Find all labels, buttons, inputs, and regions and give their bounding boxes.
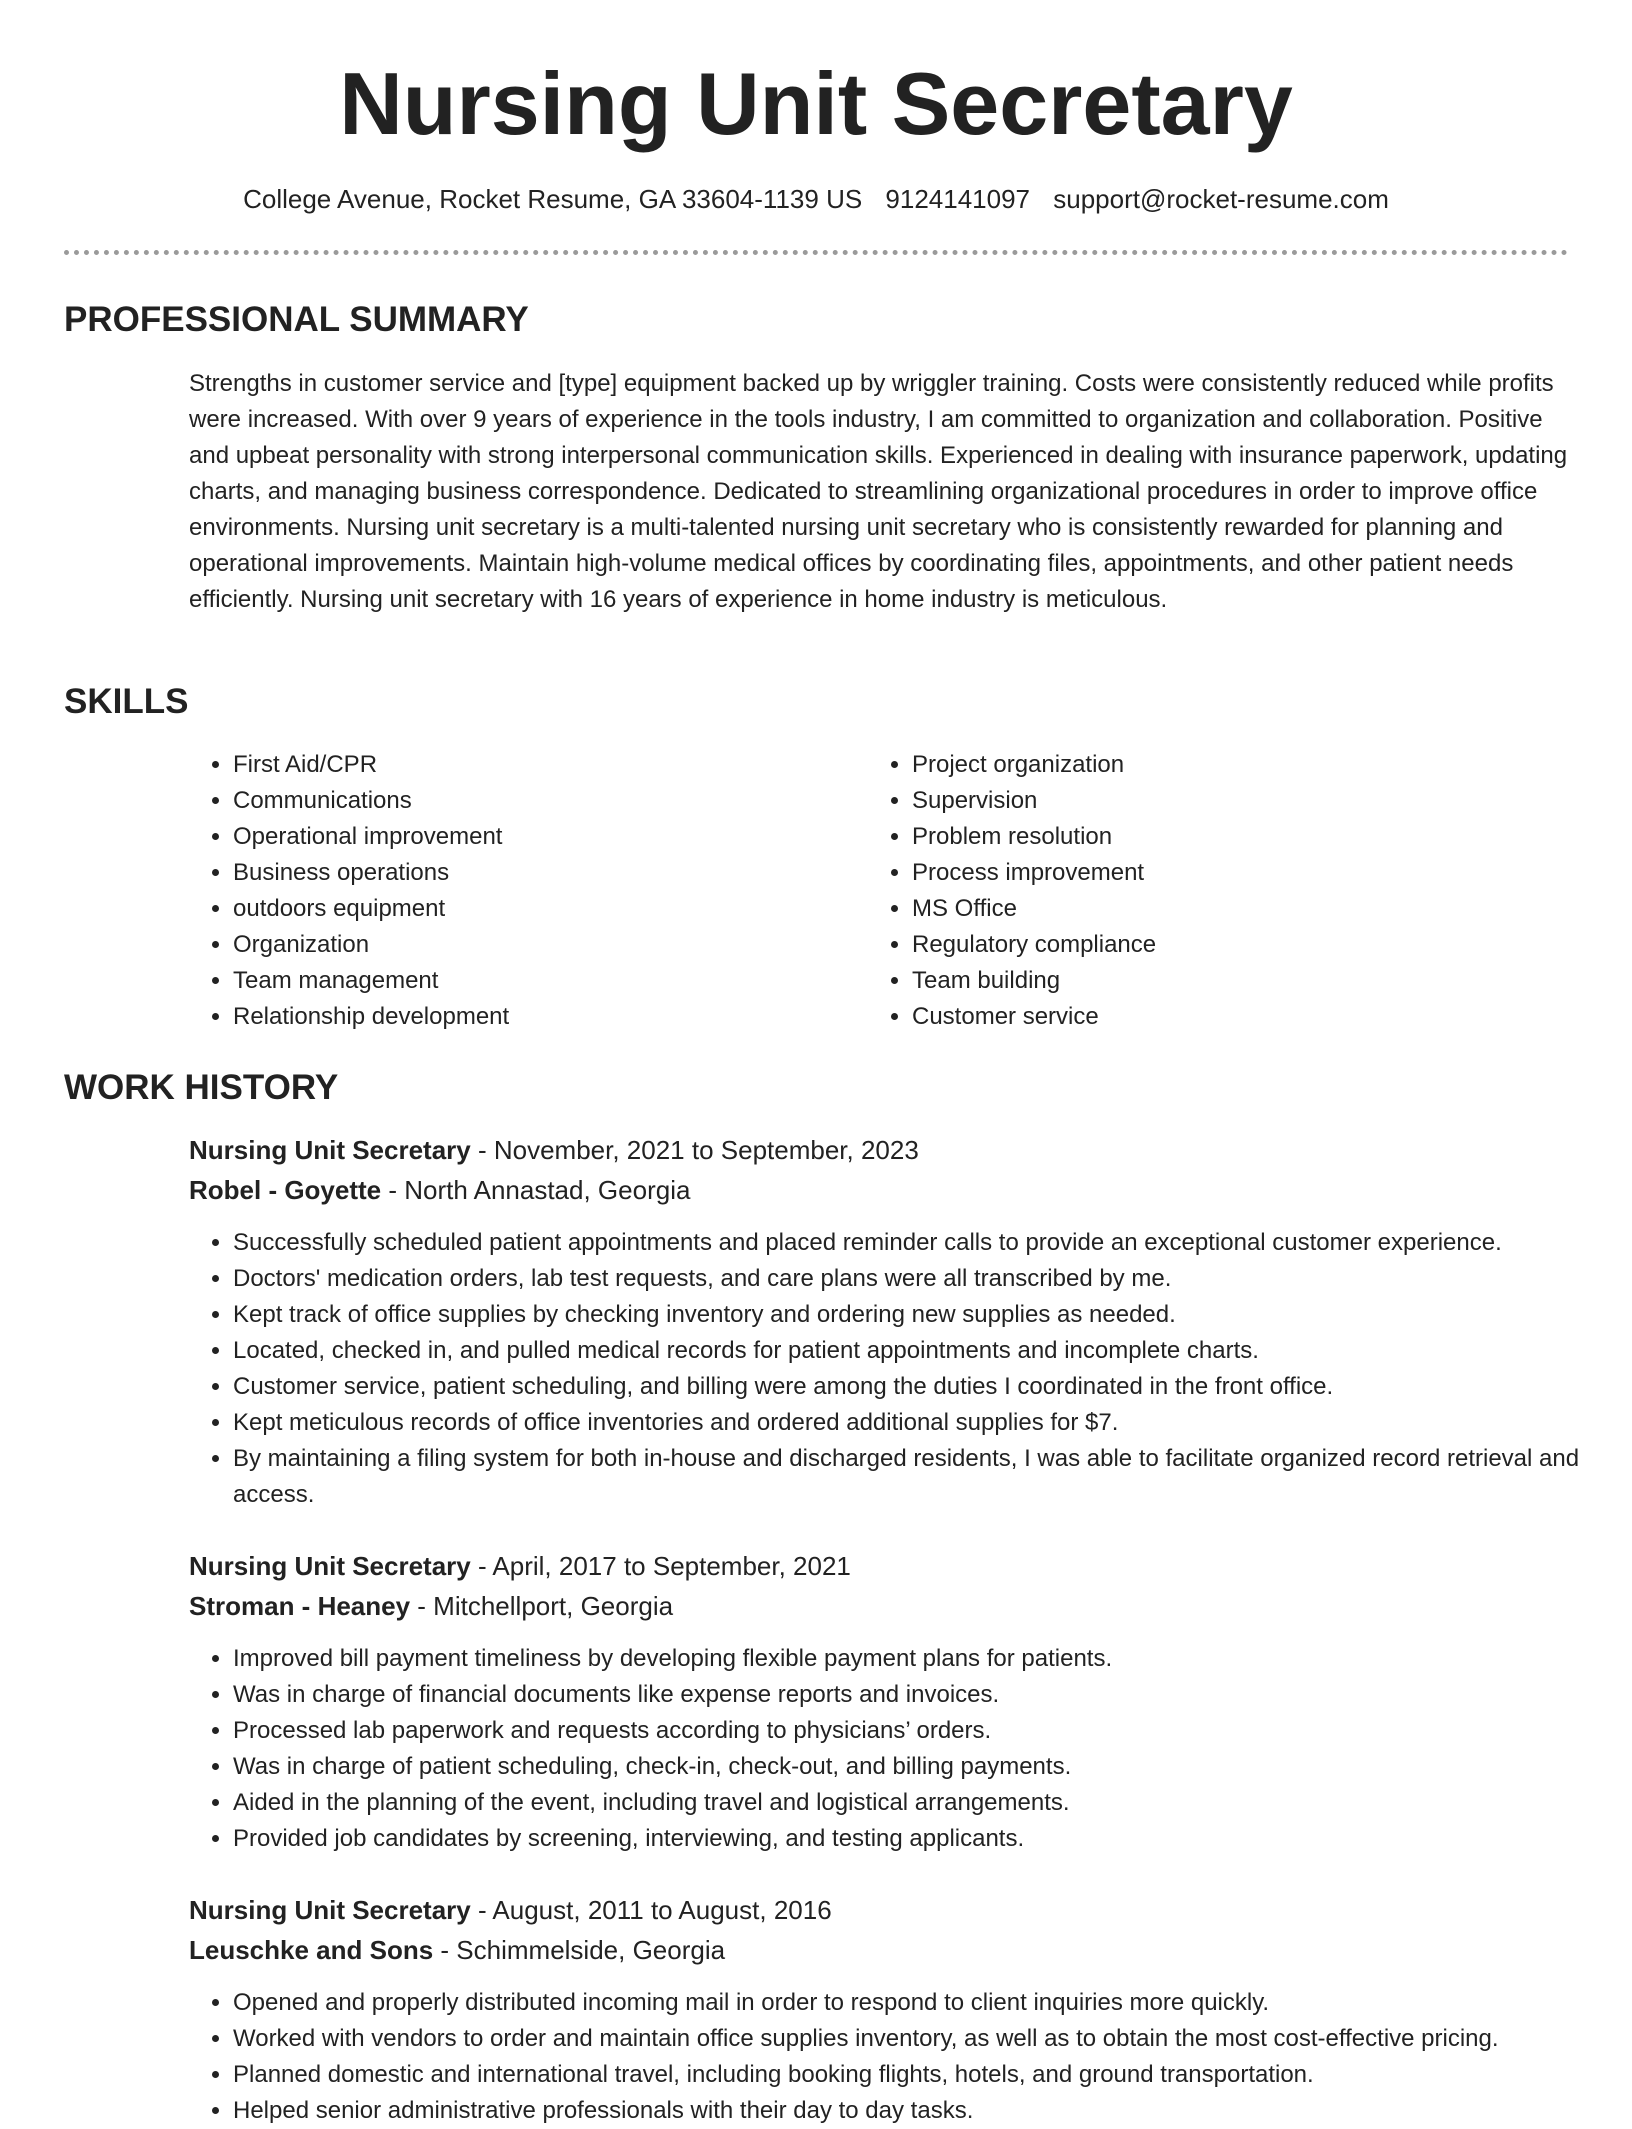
contact-line [0, 182, 1632, 216]
skill-item: • Relationship development [233, 999, 793, 1035]
job-dates: - November, 2021 to September, 2023 [470, 1135, 919, 1165]
job-bullets [189, 1225, 1632, 1513]
job-dates: - August, 2011 to August, 2016 [470, 1895, 832, 1925]
skill-item: • outdoors equipment [233, 891, 793, 927]
job-bullet: • Was in charge of patient scheduling, check-in, check-out, and billing payments. [233, 1749, 1632, 1785]
skill-item: • Organization [233, 927, 793, 963]
job-bullets [189, 1985, 1632, 2129]
job-bullet: • Provided job candidates by screening, interviewing, and testing applicants. [233, 1821, 1632, 1857]
job-bullet: • Kept track of office supplies by checking inventory and ordering new supplies as needed. [233, 1297, 1632, 1333]
job-bullet: • Customer service, patient scheduling, and billing were among the duties I coordinated in the front office. [233, 1369, 1632, 1405]
job-location: - North Annastad, Georgia [381, 1175, 691, 1205]
skill-item: • Communications [233, 783, 793, 819]
job-title: Nursing Unit Secretary [189, 1551, 471, 1581]
job-bullet: • Processed lab paperwork and requests according to physicians’ orders. [233, 1713, 1632, 1749]
job-bullet: • Helped senior administrative professionals with their day to day tasks. [233, 2093, 1632, 2129]
resume-name: Nursing Unit Secretary [339, 54, 1293, 153]
job-bullet: • Improved bill payment timeliness by developing flexible payment plans for patients. [233, 1641, 1632, 1677]
skill-item: • Team management [233, 963, 793, 999]
job-title-line [189, 1132, 919, 1168]
job-dates: - April, 2017 to September, 2021 [470, 1551, 851, 1581]
job-company-line [189, 1172, 690, 1208]
contact-address: College Avenue, Rocket Resume, GA 33604-1139 US [243, 184, 863, 214]
skill-item: • Process improvement [912, 855, 1512, 891]
job-company: Stroman - Heaney [189, 1591, 411, 1621]
job-bullets [189, 1641, 1632, 1857]
job-bullet: • Was in charge of financial documents like expense reports and invoices. [233, 1677, 1632, 1713]
skill-item: • Customer service [912, 999, 1512, 1035]
skill-item: • Team building [912, 963, 1512, 999]
skill-item: • Regulatory compliance [912, 927, 1512, 963]
skill-item: • MS Office [912, 891, 1512, 927]
job-company-line [189, 1932, 725, 1968]
job-company-line [189, 1588, 673, 1624]
skill-item: • Project organization [912, 747, 1512, 783]
job-location: - Schimmelside, Georgia [433, 1935, 726, 1965]
skill-item: • First Aid/CPR [233, 747, 793, 783]
job-bullet: • Planned domestic and international travel, including booking flights, hotels, and ground transportation. [233, 2057, 1632, 2093]
job-bullet: • Kept meticulous records of office inventories and ordered additional supplies for $7. [233, 1405, 1632, 1441]
summary-text: Strengths in customer service and [type] equipment backed up by wriggler training. Costs were consistently reduced while profits were increased. With over 9 years of experience in the tools industry, I am committed to organization and collaboration. Positive and upbeat personality with strong interpersonal communication skills. Experienced in dealing with insurance paperwork, updating charts, and managing business correspondence. Dedicated to streamlining organizational procedures in order to improve office environments. Nursing unit secretary is a multi-talented nursing unit secretary who is consistently rewarded for planning and operational improvements. Maintain high-volume medical offices by coordinating files, appointments, and other patient needs efficiently. Nursing unit secretary with 16 years of experience in home industry is meticulous. [189, 370, 1568, 613]
header-divider [64, 250, 1568, 255]
job-bullet: • Doctors' medication orders, lab test requests, and care plans were all transcribed by me. [233, 1261, 1632, 1297]
job-location: - Mitchellport, Georgia [410, 1591, 674, 1621]
job-company: Leuschke and Sons [189, 1935, 434, 1965]
skills-heading: SKILLS [64, 682, 189, 721]
job-title-line [189, 1548, 851, 1584]
job-title: Nursing Unit Secretary [189, 1895, 471, 1925]
job-bullet: • Opened and properly distributed incoming mail in order to respond to client inquiries more quickly. [233, 1985, 1632, 2021]
job-bullet: • Located, checked in, and pulled medical records for patient appointments and incomplete charts. [233, 1333, 1632, 1369]
contact-phone: 9124141097 [885, 184, 1031, 214]
contact-email: support@rocket-resume.com [1053, 184, 1389, 214]
skill-item: • Supervision [912, 783, 1512, 819]
skill-item: • Operational improvement [233, 819, 793, 855]
skill-item: • Business operations [233, 855, 793, 891]
job-bullet: • Aided in the planning of the event, including travel and logistical arrangements. [233, 1785, 1632, 1821]
job-title-line [189, 1892, 832, 1928]
job-title: Nursing Unit Secretary [189, 1135, 471, 1165]
skills-list-left [189, 747, 793, 1035]
work-history-heading: WORK HISTORY [64, 1068, 339, 1107]
summary-heading: PROFESSIONAL SUMMARY [64, 300, 529, 339]
skill-item: • Problem resolution [912, 819, 1512, 855]
job-bullet: • Successfully scheduled patient appointments and placed reminder calls to provide an exceptional customer experience. [233, 1225, 1632, 1261]
job-bullet: • By maintaining a filing system for both in-house and discharged residents, I was able to facilitate organized record retrieval and access. [233, 1441, 1632, 1513]
skills-list-right [868, 747, 1512, 1035]
job-company: Robel - Goyette [189, 1175, 382, 1205]
job-bullet: • Worked with vendors to order and maintain office supplies inventory, as well as to obtain the most cost-effective pricing. [233, 2021, 1632, 2057]
